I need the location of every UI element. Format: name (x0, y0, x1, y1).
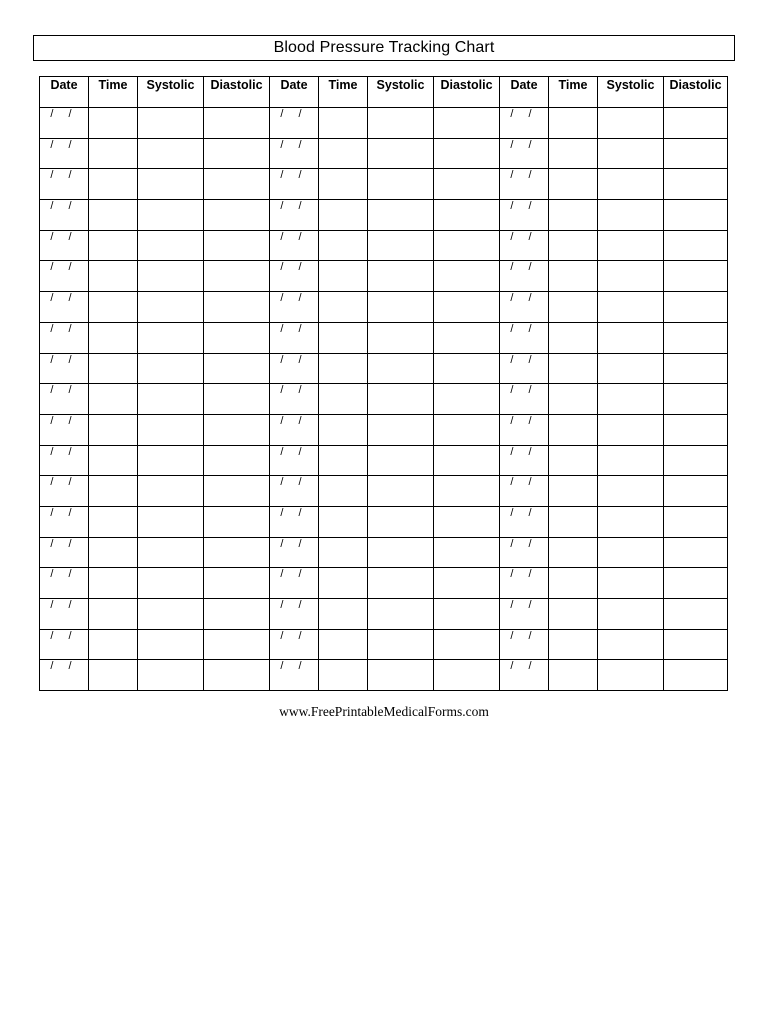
date-cell[interactable]: / / (270, 660, 319, 691)
diastolic-cell[interactable] (434, 169, 500, 200)
time-cell[interactable] (89, 292, 138, 323)
systolic-cell[interactable] (598, 660, 664, 691)
column-header-systolic: Systolic (138, 77, 204, 108)
systolic-cell[interactable] (598, 384, 664, 415)
date-cell[interactable]: / / (40, 506, 89, 537)
date-cell[interactable]: / / (40, 660, 89, 691)
diastolic-cell[interactable] (204, 414, 270, 445)
systolic-cell[interactable] (138, 169, 204, 200)
time-cell[interactable] (549, 568, 598, 599)
diastolic-cell[interactable] (204, 200, 270, 231)
table-row (40, 629, 728, 660)
diastolic-cell[interactable] (204, 445, 270, 476)
diastolic-cell[interactable] (434, 108, 500, 139)
diastolic-cell[interactable] (664, 476, 728, 507)
date-cell[interactable]: / / (500, 230, 549, 261)
column-header-date: Date (500, 77, 549, 108)
diastolic-cell[interactable] (664, 445, 728, 476)
diastolic-cell[interactable] (664, 537, 728, 568)
systolic-cell[interactable] (368, 261, 434, 292)
date-cell[interactable]: / / (40, 322, 89, 353)
date-cell[interactable]: / / (270, 537, 319, 568)
date-cell[interactable]: / / (270, 322, 319, 353)
table-row (40, 476, 728, 507)
systolic-cell[interactable] (368, 537, 434, 568)
systolic-cell[interactable] (138, 568, 204, 599)
time-cell[interactable] (89, 169, 138, 200)
date-cell[interactable]: / / (40, 108, 89, 139)
table-row (40, 200, 728, 231)
table-row (40, 568, 728, 599)
systolic-cell[interactable] (138, 353, 204, 384)
systolic-cell[interactable] (598, 292, 664, 323)
diastolic-cell[interactable] (434, 476, 500, 507)
time-cell[interactable] (89, 384, 138, 415)
systolic-cell[interactable] (368, 108, 434, 139)
date-cell[interactable]: / / (40, 568, 89, 599)
time-cell[interactable] (549, 200, 598, 231)
time-cell[interactable] (549, 353, 598, 384)
date-cell[interactable]: / / (270, 108, 319, 139)
table-row (40, 414, 728, 445)
time-cell[interactable] (89, 108, 138, 139)
diastolic-cell[interactable] (664, 660, 728, 691)
column-header-diastolic: Diastolic (204, 77, 270, 108)
time-cell[interactable] (549, 261, 598, 292)
date-cell[interactable]: / / (40, 261, 89, 292)
systolic-cell[interactable] (138, 445, 204, 476)
diastolic-cell[interactable] (434, 322, 500, 353)
systolic-cell[interactable] (368, 629, 434, 660)
date-cell[interactable]: / / (40, 414, 89, 445)
date-cell[interactable]: / / (270, 169, 319, 200)
diastolic-cell[interactable] (204, 568, 270, 599)
time-cell[interactable] (549, 629, 598, 660)
date-cell[interactable]: / / (500, 138, 549, 169)
date-cell[interactable]: / / (270, 138, 319, 169)
time-cell[interactable] (549, 322, 598, 353)
diastolic-cell[interactable] (204, 599, 270, 630)
date-cell[interactable]: / / (270, 292, 319, 323)
column-header-time: Time (89, 77, 138, 108)
date-cell[interactable]: / / (270, 414, 319, 445)
diastolic-cell[interactable] (664, 108, 728, 139)
date-cell[interactable]: / / (270, 629, 319, 660)
time-cell[interactable] (89, 322, 138, 353)
diastolic-cell[interactable] (434, 629, 500, 660)
diastolic-cell[interactable] (664, 568, 728, 599)
systolic-cell[interactable] (598, 353, 664, 384)
diastolic-cell[interactable] (434, 599, 500, 630)
diastolic-cell[interactable] (664, 384, 728, 415)
column-header-date: Date (40, 77, 89, 108)
time-cell[interactable] (89, 138, 138, 169)
systolic-cell[interactable] (138, 230, 204, 261)
date-cell[interactable]: / / (40, 599, 89, 630)
systolic-cell[interactable] (598, 599, 664, 630)
date-cell[interactable]: / / (500, 200, 549, 231)
column-header-systolic: Systolic (598, 77, 664, 108)
date-cell[interactable]: / / (500, 292, 549, 323)
systolic-cell[interactable] (598, 537, 664, 568)
systolic-cell[interactable] (598, 629, 664, 660)
time-cell[interactable] (319, 629, 368, 660)
date-cell[interactable]: / / (500, 599, 549, 630)
date-cell[interactable]: / / (500, 629, 549, 660)
table-row (40, 230, 728, 261)
time-cell[interactable] (319, 445, 368, 476)
diastolic-cell[interactable] (204, 537, 270, 568)
time-cell[interactable] (89, 660, 138, 691)
date-cell[interactable]: / / (40, 476, 89, 507)
date-cell[interactable]: / / (500, 353, 549, 384)
date-cell[interactable]: / / (270, 384, 319, 415)
time-cell[interactable] (319, 169, 368, 200)
systolic-cell[interactable] (138, 322, 204, 353)
time-cell[interactable] (319, 414, 368, 445)
diastolic-cell[interactable] (434, 568, 500, 599)
systolic-cell[interactable] (368, 200, 434, 231)
systolic-cell[interactable] (138, 414, 204, 445)
header-row (40, 77, 728, 108)
time-cell[interactable] (549, 414, 598, 445)
date-cell[interactable]: / / (500, 322, 549, 353)
systolic-cell[interactable] (138, 108, 204, 139)
time-cell[interactable] (89, 445, 138, 476)
table-row (40, 445, 728, 476)
diastolic-cell[interactable] (664, 322, 728, 353)
systolic-cell[interactable] (138, 200, 204, 231)
date-cell[interactable]: / / (500, 384, 549, 415)
table-row (40, 292, 728, 323)
date-cell[interactable]: / / (40, 353, 89, 384)
time-cell[interactable] (89, 568, 138, 599)
column-header-time: Time (549, 77, 598, 108)
systolic-cell[interactable] (368, 138, 434, 169)
time-cell[interactable] (549, 384, 598, 415)
column-header-time: Time (319, 77, 368, 108)
time-cell[interactable] (319, 322, 368, 353)
systolic-cell[interactable] (598, 108, 664, 139)
time-cell[interactable] (89, 353, 138, 384)
systolic-cell[interactable] (368, 599, 434, 630)
time-cell[interactable] (319, 568, 368, 599)
systolic-cell[interactable] (138, 506, 204, 537)
date-cell[interactable]: / / (40, 629, 89, 660)
time-cell[interactable] (549, 445, 598, 476)
systolic-cell[interactable] (598, 476, 664, 507)
systolic-cell[interactable] (598, 138, 664, 169)
date-cell[interactable]: / / (500, 108, 549, 139)
time-cell[interactable] (89, 476, 138, 507)
systolic-cell[interactable] (368, 506, 434, 537)
time-cell[interactable] (319, 200, 368, 231)
time-cell[interactable] (89, 414, 138, 445)
diastolic-cell[interactable] (664, 599, 728, 630)
date-cell[interactable]: / / (270, 261, 319, 292)
time-cell[interactable] (319, 660, 368, 691)
time-cell[interactable] (319, 476, 368, 507)
systolic-cell[interactable] (598, 568, 664, 599)
time-cell[interactable] (89, 629, 138, 660)
diastolic-cell[interactable] (434, 537, 500, 568)
diastolic-cell[interactable] (664, 230, 728, 261)
diastolic-cell[interactable] (434, 353, 500, 384)
time-cell[interactable] (319, 537, 368, 568)
date-cell[interactable]: / / (500, 169, 549, 200)
date-cell[interactable]: / / (270, 200, 319, 231)
column-header-diastolic: Diastolic (434, 77, 500, 108)
diastolic-cell[interactable] (434, 660, 500, 691)
time-cell[interactable] (549, 230, 598, 261)
date-cell[interactable]: / / (500, 445, 549, 476)
date-cell[interactable]: / / (40, 537, 89, 568)
column-header-systolic: Systolic (368, 77, 434, 108)
time-cell[interactable] (89, 261, 138, 292)
date-cell[interactable]: / / (500, 476, 549, 507)
diastolic-cell[interactable] (204, 169, 270, 200)
diastolic-cell[interactable] (204, 506, 270, 537)
diastolic-cell[interactable] (204, 660, 270, 691)
time-cell[interactable] (549, 169, 598, 200)
time-cell[interactable] (549, 506, 598, 537)
diastolic-cell[interactable] (204, 322, 270, 353)
table-row (40, 506, 728, 537)
diastolic-cell[interactable] (204, 108, 270, 139)
time-cell[interactable] (89, 506, 138, 537)
systolic-cell[interactable] (368, 568, 434, 599)
diastolic-cell[interactable] (664, 414, 728, 445)
date-cell[interactable]: / / (40, 138, 89, 169)
systolic-cell[interactable] (138, 476, 204, 507)
page-title: Blood Pressure Tracking Chart (33, 35, 735, 61)
diastolic-cell[interactable] (434, 230, 500, 261)
systolic-cell[interactable] (138, 384, 204, 415)
time-cell[interactable] (549, 138, 598, 169)
diastolic-cell[interactable] (434, 200, 500, 231)
time-cell[interactable] (549, 476, 598, 507)
table-row (40, 384, 728, 415)
table-row (40, 537, 728, 568)
date-cell[interactable]: / / (270, 230, 319, 261)
diastolic-cell[interactable] (204, 384, 270, 415)
column-header-diastolic: Diastolic (664, 77, 728, 108)
diastolic-cell[interactable] (204, 138, 270, 169)
date-cell[interactable]: / / (500, 261, 549, 292)
time-cell[interactable] (89, 599, 138, 630)
systolic-cell[interactable] (368, 660, 434, 691)
systolic-cell[interactable] (138, 292, 204, 323)
time-cell[interactable] (319, 138, 368, 169)
date-cell[interactable]: / / (40, 230, 89, 261)
systolic-cell[interactable] (598, 200, 664, 231)
systolic-cell[interactable] (368, 476, 434, 507)
time-cell[interactable] (549, 537, 598, 568)
systolic-cell[interactable] (368, 414, 434, 445)
date-cell[interactable]: / / (500, 414, 549, 445)
diastolic-cell[interactable] (434, 292, 500, 323)
diastolic-cell[interactable] (664, 506, 728, 537)
systolic-cell[interactable] (368, 353, 434, 384)
time-cell[interactable] (549, 660, 598, 691)
systolic-cell[interactable] (138, 138, 204, 169)
diastolic-cell[interactable] (204, 261, 270, 292)
time-cell[interactable] (89, 230, 138, 261)
systolic-cell[interactable] (598, 445, 664, 476)
date-cell[interactable]: / / (500, 506, 549, 537)
diastolic-cell[interactable] (204, 353, 270, 384)
systolic-cell[interactable] (368, 230, 434, 261)
diastolic-cell[interactable] (664, 629, 728, 660)
diastolic-cell[interactable] (434, 506, 500, 537)
diastolic-cell[interactable] (204, 230, 270, 261)
diastolic-cell[interactable] (434, 414, 500, 445)
time-cell[interactable] (549, 292, 598, 323)
column-header-date: Date (270, 77, 319, 108)
systolic-cell[interactable] (598, 506, 664, 537)
date-cell[interactable]: / / (270, 568, 319, 599)
time-cell[interactable] (549, 599, 598, 630)
time-cell[interactable] (319, 261, 368, 292)
table-row (40, 599, 728, 630)
time-cell[interactable] (319, 353, 368, 384)
time-cell[interactable] (319, 599, 368, 630)
date-cell[interactable]: / / (40, 169, 89, 200)
systolic-cell[interactable] (598, 414, 664, 445)
diastolic-cell[interactable] (434, 261, 500, 292)
diastolic-cell[interactable] (434, 384, 500, 415)
systolic-cell[interactable] (368, 322, 434, 353)
diastolic-cell[interactable] (664, 169, 728, 200)
systolic-cell[interactable] (368, 445, 434, 476)
systolic-cell[interactable] (138, 599, 204, 630)
systolic-cell[interactable] (368, 292, 434, 323)
systolic-cell[interactable] (368, 169, 434, 200)
diastolic-cell[interactable] (664, 261, 728, 292)
table-row (40, 660, 728, 691)
time-cell[interactable] (549, 108, 598, 139)
time-cell[interactable] (319, 384, 368, 415)
time-cell[interactable] (89, 200, 138, 231)
tracking-table (39, 76, 728, 691)
date-cell[interactable]: / / (270, 506, 319, 537)
table-row (40, 169, 728, 200)
time-cell[interactable] (319, 506, 368, 537)
systolic-cell[interactable] (598, 261, 664, 292)
date-cell[interactable]: / / (40, 445, 89, 476)
table-row (40, 108, 728, 139)
systolic-cell[interactable] (598, 169, 664, 200)
time-cell[interactable] (89, 537, 138, 568)
diastolic-cell[interactable] (434, 138, 500, 169)
table-row (40, 138, 728, 169)
date-cell[interactable]: / / (270, 445, 319, 476)
time-cell[interactable] (319, 230, 368, 261)
date-cell[interactable]: / / (270, 353, 319, 384)
diastolic-cell[interactable] (664, 200, 728, 231)
date-cell[interactable]: / / (40, 384, 89, 415)
systolic-cell[interactable] (598, 322, 664, 353)
time-cell[interactable] (319, 292, 368, 323)
date-cell[interactable]: / / (270, 476, 319, 507)
systolic-cell[interactable] (368, 384, 434, 415)
diastolic-cell[interactable] (204, 629, 270, 660)
date-cell[interactable]: / / (40, 200, 89, 231)
table-body (40, 108, 728, 691)
table-row (40, 353, 728, 384)
date-cell[interactable]: / / (270, 599, 319, 630)
table-row (40, 261, 728, 292)
diastolic-cell[interactable] (664, 292, 728, 323)
table-row (40, 322, 728, 353)
footer-url: www.FreePrintableMedicalForms.com (279, 704, 489, 719)
time-cell[interactable] (319, 108, 368, 139)
systolic-cell[interactable] (598, 230, 664, 261)
date-cell[interactable]: / / (500, 568, 549, 599)
diastolic-cell[interactable] (204, 476, 270, 507)
diastolic-cell[interactable] (664, 138, 728, 169)
date-cell[interactable]: / / (40, 292, 89, 323)
systolic-cell[interactable] (138, 629, 204, 660)
date-cell[interactable]: / / (500, 537, 549, 568)
date-cell[interactable]: / / (500, 660, 549, 691)
diastolic-cell[interactable] (664, 353, 728, 384)
systolic-cell[interactable] (138, 660, 204, 691)
systolic-cell[interactable] (138, 537, 204, 568)
systolic-cell[interactable] (138, 261, 204, 292)
diastolic-cell[interactable] (204, 292, 270, 323)
diastolic-cell[interactable] (434, 445, 500, 476)
